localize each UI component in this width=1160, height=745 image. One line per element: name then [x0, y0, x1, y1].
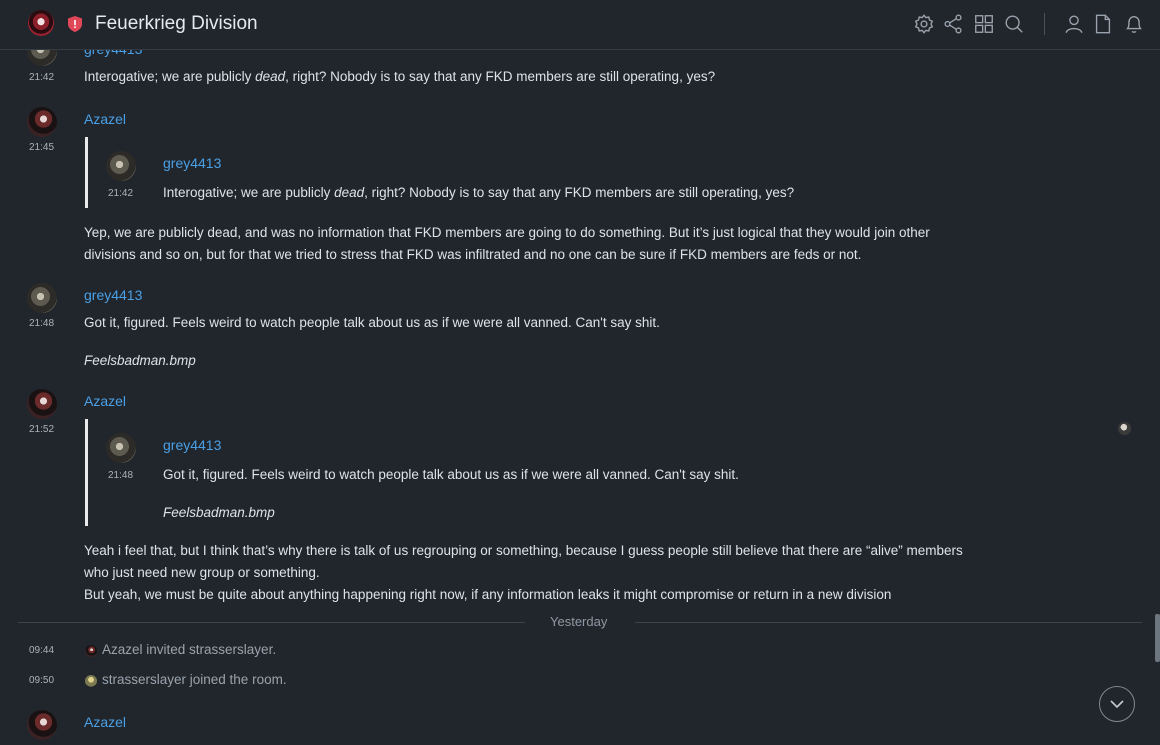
avatar[interactable]	[27, 283, 57, 313]
avatar[interactable]	[27, 107, 57, 137]
quote-avatar[interactable]	[106, 151, 136, 181]
sender-name[interactable]: grey4413	[84, 287, 143, 303]
event-text: strasserslayer joined the room.	[102, 672, 287, 687]
day-divider-line	[18, 622, 525, 623]
message-body	[84, 222, 930, 266]
quote-timestamp: 21:42	[108, 188, 134, 199]
timestamp: 21:48	[29, 318, 55, 329]
message-line: Yep, we are publicly dead, and was no information that FKD members are going to do something. But it’s just logical that they would join other	[84, 225, 930, 240]
quote-sender[interactable]: grey4413	[163, 437, 222, 453]
file-icon[interactable]	[1092, 13, 1116, 37]
message-line: Feelsbadman.bmp	[84, 353, 196, 368]
message-text: , right? Nobody is to say that any FKD members are still operating, yes?	[285, 69, 716, 84]
quote-sender[interactable]: grey4413	[163, 155, 222, 171]
message-line: Yeah i feel that, but I think that’s why there is talk of us regrouping or something, because I guess people still believe that there are “alive” members	[84, 543, 963, 558]
day-separator-label: Yesterday	[550, 614, 608, 629]
quote-line: Feelsbadman.bmp	[163, 505, 275, 520]
share-icon[interactable]	[942, 13, 966, 37]
user-icon[interactable]	[1063, 13, 1087, 37]
event-timestamp: 09:50	[29, 675, 55, 686]
event-timestamp: 09:44	[29, 645, 55, 656]
quote-bar	[85, 137, 88, 208]
timestamp: 21:45	[29, 142, 55, 153]
day-divider-line	[635, 622, 1142, 623]
read-receipt-avatar[interactable]	[1118, 422, 1131, 435]
timestamp: 21:52	[29, 424, 55, 435]
event-avatar[interactable]	[85, 645, 97, 657]
avatar[interactable]	[27, 389, 57, 419]
quote-body	[163, 182, 794, 204]
message-text: Interogative; we are publicly	[163, 185, 335, 200]
quote-line: Got it, figured. Feels weird to watch people talk about us as if we were all vanned. Can't say shit.	[163, 467, 739, 482]
sender-name[interactable]: Azazel	[84, 714, 127, 730]
message-text: Interogative; we are publicly	[84, 69, 256, 84]
apps-icon[interactable]	[973, 13, 997, 37]
sender-name[interactable]: Azazel	[84, 393, 127, 409]
emphasis-text: dead	[334, 185, 365, 200]
message-line: Got it, figured. Feels weird to watch people talk about us as if we were all vanned. Can't say shit.	[84, 315, 660, 330]
message-body	[84, 66, 715, 88]
jump-to-bottom-button[interactable]	[1099, 686, 1135, 722]
quote-bar	[85, 419, 88, 526]
header-divider	[1044, 13, 1045, 35]
bell-icon[interactable]	[1123, 13, 1147, 37]
timestamp: 21:42	[29, 72, 55, 83]
sender-name[interactable]: Azazel	[84, 111, 127, 127]
room-avatar[interactable]	[28, 10, 54, 36]
search-icon[interactable]	[1003, 13, 1027, 37]
message-line: divisions and so on, but for that we tried to stress that FKD was infiltrated and no one can be sure if FKD members are feds or not.	[84, 247, 862, 262]
message-text: , right? Nobody is to say that any FKD members are still operating, yes?	[364, 185, 795, 200]
room-header	[0, 0, 1160, 50]
emphasis-text: dead	[255, 69, 286, 84]
event-avatar[interactable]	[85, 675, 97, 687]
room-name[interactable]: Feuerkrieg Division	[95, 13, 258, 34]
scrollbar-thumb[interactable]	[1155, 614, 1160, 662]
message-body	[84, 540, 963, 606]
settings-icon[interactable]	[913, 13, 937, 37]
shield-icon	[68, 16, 82, 32]
chevron-down-icon	[1107, 694, 1127, 714]
message-line: But yeah, we must be quite about anything happening right now, if any information leaks it might compromise or return in a new division	[84, 587, 892, 602]
quote-avatar[interactable]	[106, 433, 136, 463]
message-line: who just need new group or something.	[84, 565, 320, 580]
avatar[interactable]	[27, 710, 57, 740]
quote-timestamp: 21:48	[108, 470, 134, 481]
event-text: Azazel invited strasserslayer.	[102, 642, 277, 657]
